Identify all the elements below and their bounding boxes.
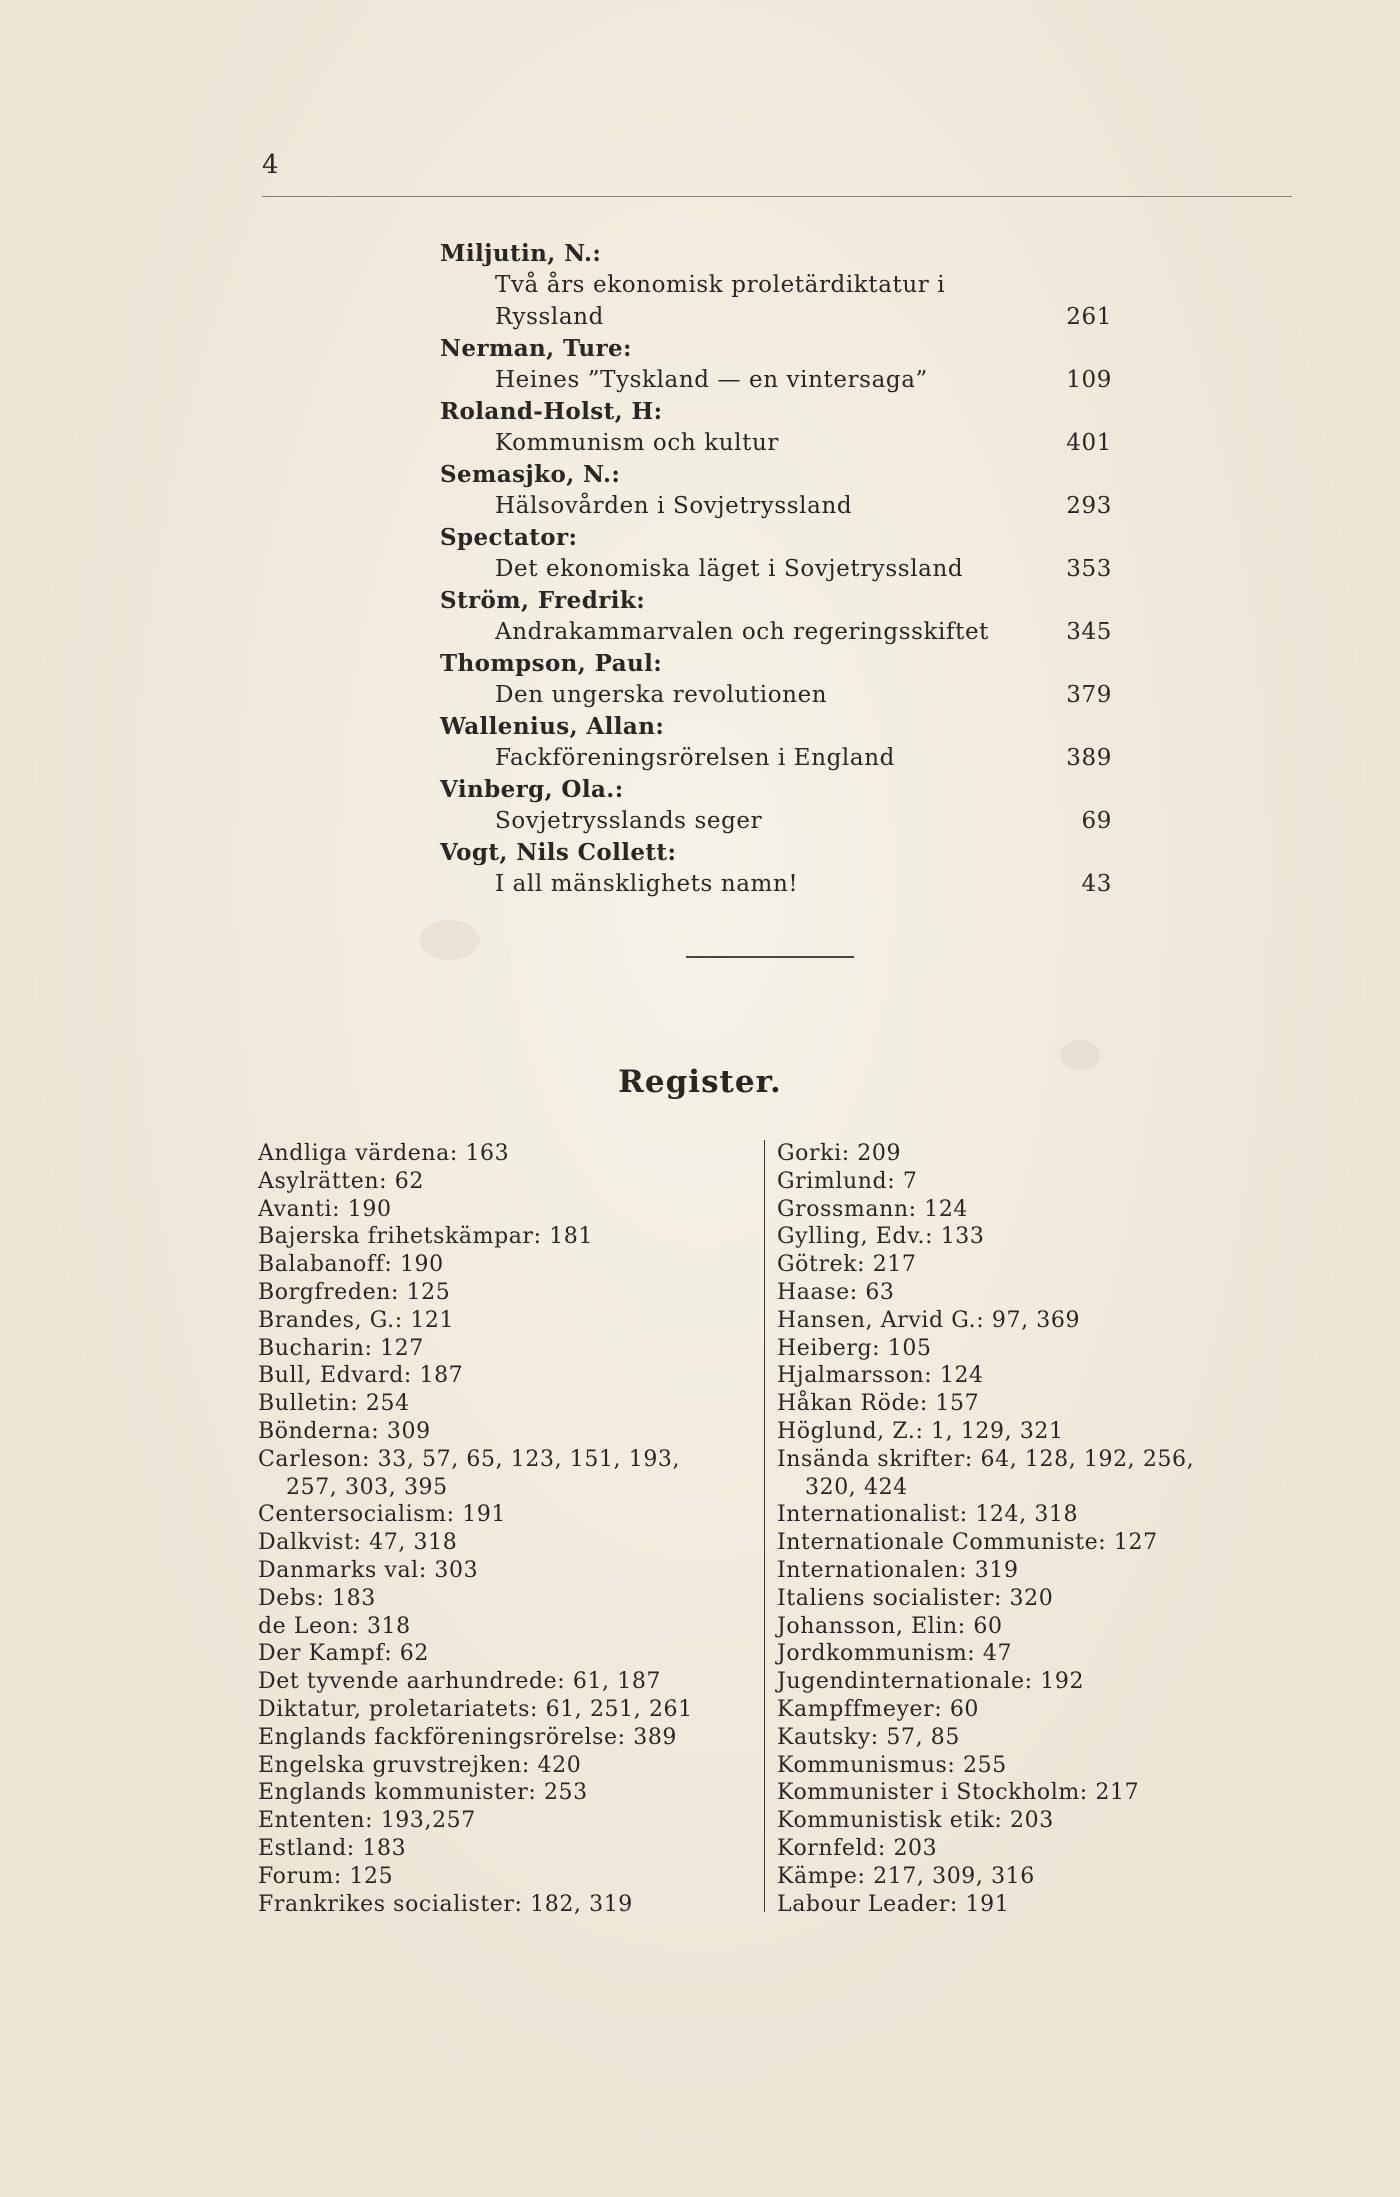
toc-entry xyxy=(440,711,1112,774)
toc-line xyxy=(440,553,1112,585)
toc-title: Hälsovården i Sovjetryssland xyxy=(495,493,853,519)
toc-page-number: 293 xyxy=(1066,493,1112,519)
register-entry: Centersocialism: 191 xyxy=(258,1502,507,1528)
register-entry: Jordkommunism: 47 xyxy=(777,1641,1013,1667)
register-entry: Dalkvist: 47, 318 xyxy=(258,1530,458,1556)
toc-page-number: 401 xyxy=(1066,430,1112,456)
register-entry: Carleson: 33, 57, 65, 123, 151, 193, xyxy=(258,1446,681,1472)
toc-title: Andrakammarvalen och regeringsskiftet xyxy=(495,619,990,645)
toc-author: Spectator: xyxy=(440,524,578,551)
toc-title: Två års ekonomisk proletärdiktatur i xyxy=(495,272,946,298)
register-entry: Estland: 183 xyxy=(258,1835,407,1861)
register-entry: Andliga värdena: 163 xyxy=(258,1141,510,1166)
toc-line xyxy=(440,679,1112,711)
toc-title: Kommunism och kultur xyxy=(495,430,779,456)
toc-author: Miljutin, N.: xyxy=(440,240,602,267)
toc-title: Ryssland xyxy=(495,304,604,330)
register-entry: Jugendinternationale: 192 xyxy=(777,1669,1085,1695)
toc-title: Heines ”Tyskland — en vintersaga” xyxy=(495,367,928,393)
toc-author: Nerman, Ture: xyxy=(440,335,632,362)
register-entry: de Leon: 318 xyxy=(258,1613,411,1639)
register-entry: Kornfeld: 203 xyxy=(777,1835,938,1861)
toc-entry xyxy=(440,333,1112,396)
toc-page-number: 261 xyxy=(1066,304,1112,330)
toc-line xyxy=(440,490,1112,522)
table-of-contents xyxy=(440,238,1112,900)
toc-title: Sovjetrysslands seger xyxy=(495,808,763,834)
register-entry: Grossmann: 124 xyxy=(777,1196,969,1222)
toc-author: Semasjko, N.: xyxy=(440,461,621,488)
toc-line xyxy=(440,742,1112,774)
toc-entry xyxy=(440,238,1112,333)
toc-author: Roland-Holst, H: xyxy=(440,398,663,425)
paper-stain xyxy=(420,920,480,960)
toc-page-number: 43 xyxy=(1081,871,1112,897)
header-rule xyxy=(262,196,1292,197)
register-entry: Heiberg: 105 xyxy=(777,1335,932,1361)
register-title: Register. xyxy=(618,1064,782,1100)
register-entry: Diktatur, proletariatets: 61, 251, 261 xyxy=(258,1696,693,1722)
toc-page-number: 69 xyxy=(1081,808,1112,834)
register-entry: Internationalen: 319 xyxy=(777,1557,1019,1583)
register-entry: Bönderna: 309 xyxy=(258,1418,431,1444)
register-entry: Hansen, Arvid G.: 97, 369 xyxy=(777,1307,1081,1333)
register-entry: Bajerska frihetskämpar: 181 xyxy=(258,1224,594,1250)
register-entry: Bucharin: 127 xyxy=(258,1335,424,1361)
toc-line xyxy=(440,427,1112,459)
toc-title: Fackföreningsrörelsen i England xyxy=(495,745,895,771)
toc-page-number: 345 xyxy=(1066,619,1112,645)
register-entry: Götrek: 217 xyxy=(777,1252,917,1278)
register-entry: Gorki: 209 xyxy=(777,1141,902,1166)
toc-entry xyxy=(440,522,1112,585)
register-entry: Labour Leader: 191 xyxy=(777,1891,1010,1917)
register-entry: Gylling, Edv.: 133 xyxy=(777,1224,985,1250)
toc-line xyxy=(440,301,1112,333)
toc-line xyxy=(440,868,1112,900)
section-divider xyxy=(686,956,854,958)
toc-title: Den ungerska revolutionen xyxy=(495,682,828,708)
register-entry: Engelska gruvstrejken: 420 xyxy=(258,1752,582,1778)
toc-entry xyxy=(440,585,1112,648)
toc-page-number: 389 xyxy=(1066,745,1112,771)
register-entry: Kommunister i Stockholm: 217 xyxy=(777,1780,1140,1806)
toc-author: Ström, Fredrik: xyxy=(440,587,646,614)
page-number: 4 xyxy=(262,150,279,180)
toc-entry xyxy=(440,648,1112,711)
register-entry: Borgfreden: 125 xyxy=(258,1279,451,1305)
toc-title: Det ekonomiska läget i Sovjetryssland xyxy=(495,556,964,582)
register-entry: Haase: 63 xyxy=(777,1279,895,1305)
register-entry: Forum: 125 xyxy=(258,1863,394,1889)
toc-entry xyxy=(440,837,1112,900)
toc-line xyxy=(440,364,1112,396)
register-entry: Det tyvende aarhundrede: 61, 187 xyxy=(258,1669,662,1695)
register-entry: Höglund, Z.: 1, 129, 321 xyxy=(777,1418,1064,1444)
register-entry: Italiens socialister: 320 xyxy=(777,1585,1054,1611)
toc-line xyxy=(440,805,1112,837)
register-entry: Johansson, Elin: 60 xyxy=(777,1613,1003,1639)
register-entry: Danmarks val: 303 xyxy=(258,1557,479,1583)
register-entry: Kommunistisk etik: 203 xyxy=(777,1808,1054,1834)
register-entry: Avanti: 190 xyxy=(258,1196,392,1222)
register-entry: Ententen: 193,257 xyxy=(258,1808,476,1834)
register-entry: 257, 303, 395 xyxy=(286,1474,448,1500)
toc-author: Thompson, Paul: xyxy=(440,650,663,677)
toc-entry xyxy=(440,774,1112,837)
register-entry: Hjalmarsson: 124 xyxy=(777,1363,984,1389)
register-entry: Internationale Communiste: 127 xyxy=(777,1530,1158,1556)
toc-author: Wallenius, Allan: xyxy=(440,713,665,740)
register-entry: Debs: 183 xyxy=(258,1585,376,1611)
toc-line xyxy=(440,616,1112,648)
toc-author: Vogt, Nils Collett: xyxy=(440,839,677,866)
register-entry: Kämpe: 217, 309, 316 xyxy=(777,1863,1035,1889)
register-entry: Internationalist: 124, 318 xyxy=(777,1502,1079,1528)
register-entry: Asylrätten: 62 xyxy=(258,1168,424,1194)
register-entry: Bulletin: 254 xyxy=(258,1391,410,1417)
register-entry: 320, 424 xyxy=(805,1474,908,1500)
register-entry: Balabanoff: 190 xyxy=(258,1252,444,1278)
register-entry: Håkan Röde: 157 xyxy=(777,1391,980,1417)
toc-entry xyxy=(440,396,1112,459)
register-entry: Brandes, G.: 121 xyxy=(258,1307,455,1333)
register-entry: Insända skrifter: 64, 128, 192, 256, xyxy=(777,1446,1195,1472)
register-entry: Der Kampf: 62 xyxy=(258,1641,430,1667)
column-divider xyxy=(764,1140,765,1912)
register-column-right xyxy=(777,1140,1297,1918)
toc-page-number: 379 xyxy=(1066,682,1112,708)
register-entry: Englands kommunister: 253 xyxy=(258,1780,588,1806)
register-entry: Frankrikes socialister: 182, 319 xyxy=(258,1891,633,1917)
register-entry: Kautsky: 57, 85 xyxy=(777,1724,960,1750)
register-entry: Bull, Edvard: 187 xyxy=(258,1363,464,1389)
toc-author: Vinberg, Ola.: xyxy=(440,776,624,803)
toc-page-number: 353 xyxy=(1066,556,1112,582)
toc-title: I all mänsklighets namn! xyxy=(495,871,799,897)
register-entry: Grimlund: 7 xyxy=(777,1168,918,1194)
register-column-left xyxy=(258,1140,758,1918)
toc-line xyxy=(440,269,1112,301)
register-entry: Kampffmeyer: 60 xyxy=(777,1696,980,1722)
register-entry: Englands fackföreningsrörelse: 389 xyxy=(258,1724,678,1750)
register-entry: Kommunismus: 255 xyxy=(777,1752,1007,1778)
toc-entry xyxy=(440,459,1112,522)
toc-page-number: 109 xyxy=(1066,367,1112,393)
